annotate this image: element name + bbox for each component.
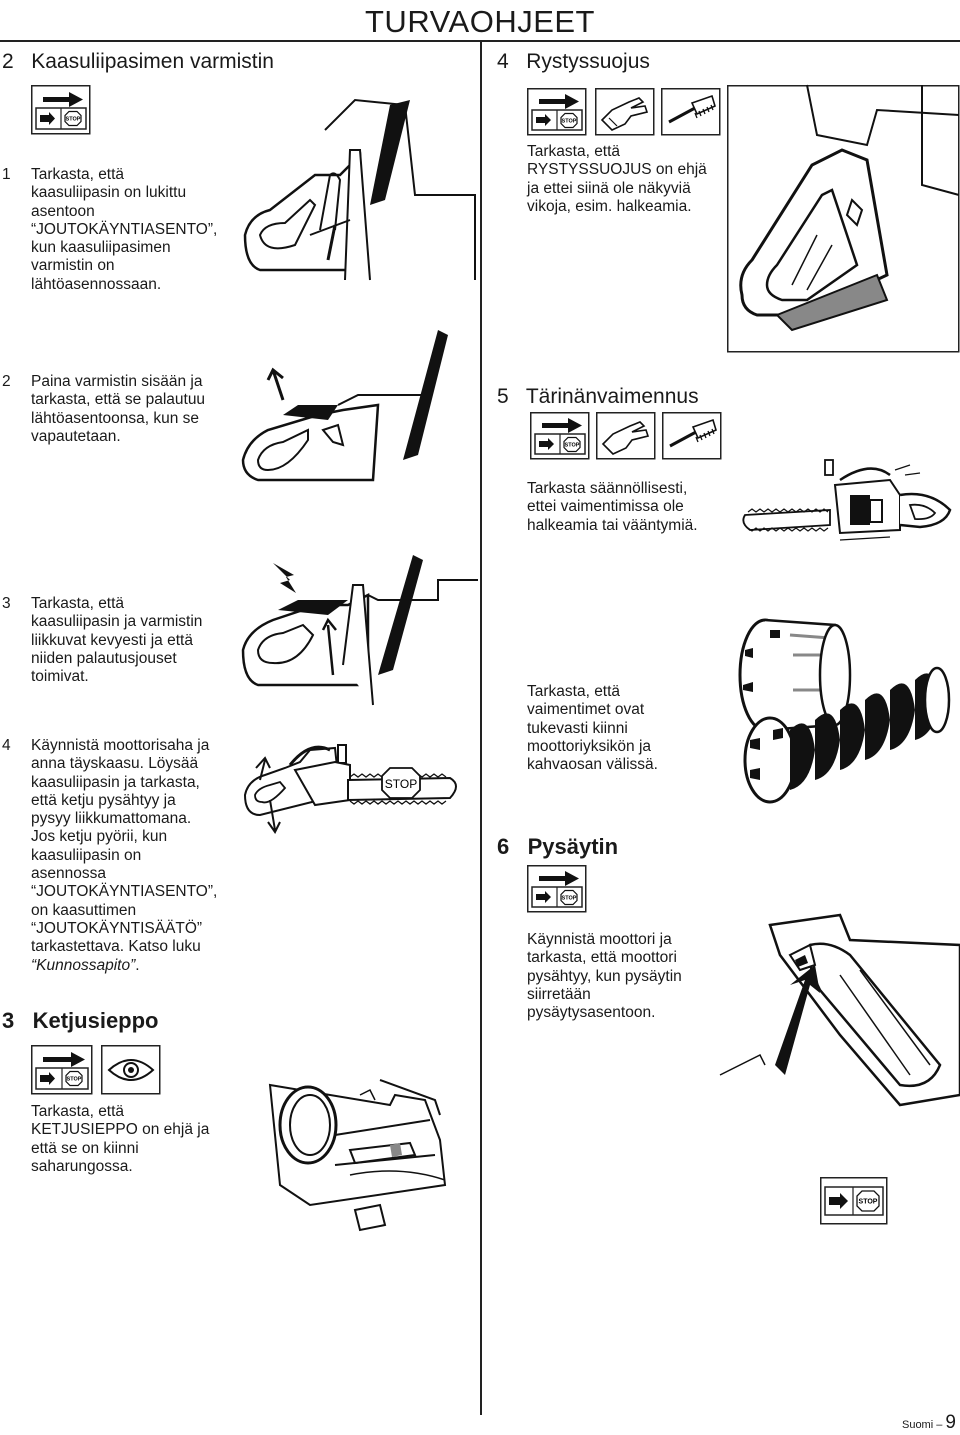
arrow-stop-glove-brush-icon [530, 412, 725, 462]
section-6-heading [497, 834, 618, 860]
item-4-text: Käynnistä moottorisaha ja anna täyskaasu. Löysää kaasuliipasin ja tarkasta, että ketju pysähtyy ja pysyy liikkumattomana. Jos ketju pyörii, kun kaasuliipasin on asennossa “JOUTOKÄYNTIASENTO”, on kaasuttimen “JOUTOKÄYNTISÄÄTÖ” tarkastettava. Katso luku “Kunnossapito”. [31, 737, 218, 974]
section-number: 5 [497, 385, 509, 408]
section-number: 6 [497, 834, 510, 859]
arrow-stop-icon [527, 865, 587, 915]
page-footer [902, 1412, 956, 1434]
tarinanvaimennus-text-1: Tarkasta säännöllisesti, ettei vaimentimissa ole halkeamia tai vääntymiä. [527, 480, 698, 534]
throttle-lockout-illustration-3 [238, 555, 478, 705]
pysaytin-text: Käynnistä moottori ja tarkasta, että moottori pysähtyy, kun pysäytin siirretään pysäytysasentoon. [527, 931, 682, 1022]
section-title: Rystyssuojus [526, 50, 650, 73]
section-title: Tärinänvaimennus [525, 385, 699, 408]
stop-switch-illustration [720, 915, 960, 1105]
arrow-stop-glove-brush-icon [527, 88, 722, 138]
footer-language: Suomi [901, 1419, 934, 1431]
svg-text:STOP: STOP [561, 118, 577, 125]
arrow-stop-icon [31, 85, 91, 135]
item-number: 4 [2, 737, 11, 754]
section-5-heading [497, 385, 699, 409]
item-2-text: Paina varmistin sisään ja tarkasta, että se palautuu lähtöasentoonsa, kun se vapautetaan. [31, 373, 206, 445]
section-number: 4 [497, 50, 509, 73]
hand-guard-illustration [727, 85, 960, 353]
item-number: 2 [2, 373, 11, 390]
column-divider [480, 40, 482, 1415]
section-4-heading [497, 50, 650, 74]
page-title: TURVAOHJEET [365, 4, 595, 39]
action-icon-box [527, 865, 587, 920]
svg-text:STOP: STOP [66, 1076, 82, 1083]
svg-text:STOP: STOP [65, 116, 81, 123]
section-title: Pysäytin [527, 834, 619, 859]
chainsaw-stop-illustration [240, 740, 465, 835]
ketjusieppo-text: Tarkasta, että KETJUSIEPPO on ehjä ja että se on kiinni saharungossa. [31, 1103, 210, 1175]
vibration-damper-illustration [735, 610, 960, 810]
action-icon-box [31, 1045, 161, 1100]
rystyssuojus-text: Tarkasta, että RYSTYSSUOJUS on ehjä ja ettei siinä ole näkyviä vikoja, esim. halkeamia. [527, 143, 707, 215]
svg-text:STOP: STOP [858, 1198, 878, 1206]
section-title: Kaasuliipasimen varmistin [31, 50, 274, 73]
arrow-stop-eye-icon [31, 1045, 161, 1095]
footer-dash: – [936, 1419, 943, 1431]
svg-text:STOP: STOP [564, 442, 580, 449]
vibration-chainsaw-illustration [740, 455, 960, 545]
item-number: 1 [2, 166, 11, 183]
action-icon-box [530, 412, 725, 467]
action-icon-box [31, 85, 91, 140]
svg-text:STOP: STOP [561, 895, 577, 902]
action-icon-box [527, 88, 722, 143]
section-title: Ketjusieppo [32, 1008, 159, 1033]
svg-text:STOP: STOP [384, 777, 418, 791]
page-number: 9 [945, 1412, 956, 1433]
chain-catcher-illustration [250, 1065, 475, 1235]
throttle-lockout-illustration-2 [238, 330, 478, 490]
arrow-stop-icon [820, 1177, 890, 1227]
section-2-heading [2, 50, 274, 74]
section-number: 3 [2, 1008, 15, 1033]
item-1-text: Tarkasta, että kaasuliipasin on lukittu asentoon “JOUTOKÄYNTIASENTO”, kun kaasuliipasimen varmistin on lähtöasennossaan. [31, 166, 218, 293]
item-number: 3 [2, 595, 11, 612]
tarinanvaimennus-text-2: Tarkasta, että vaimentimet ovat tukevasti kiinni moottoriyksikön ja kahvaosan välissä. [527, 683, 658, 774]
section-number: 2 [2, 50, 14, 73]
throttle-lockout-illustration-1 [240, 95, 475, 280]
item-3-text: Tarkasta, että kaasuliipasin ja varmistin liikkuvat kevyesti ja että niiden palautusjouset toimivat. [31, 595, 203, 686]
action-icon-box [820, 1177, 890, 1232]
section-3-heading [2, 1008, 159, 1034]
